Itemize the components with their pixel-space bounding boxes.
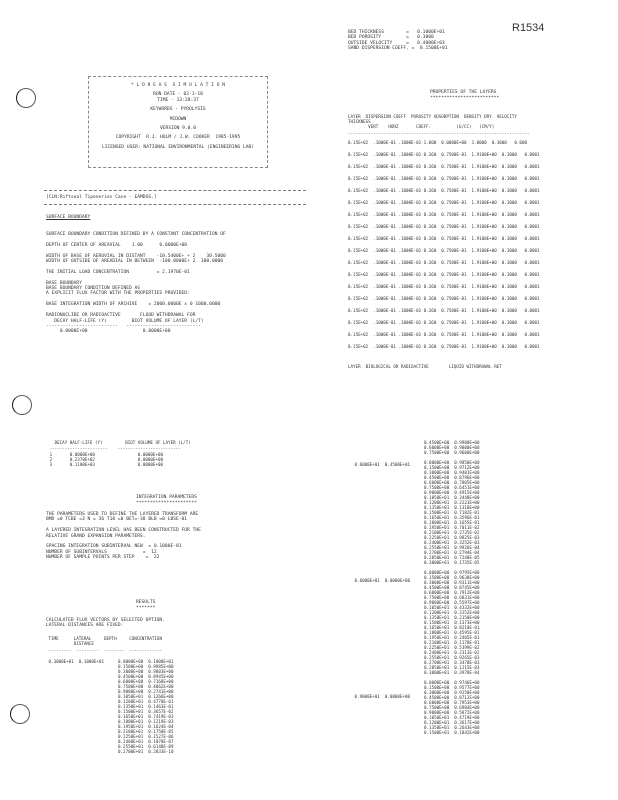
results-rule: --------- --------- -------- ------------- bbox=[46, 648, 162, 653]
section-heading: SURFACE BOUNDARY bbox=[46, 215, 91, 220]
integration-underline: ********************** bbox=[136, 501, 197, 506]
decay-table-body bbox=[42, 452, 163, 467]
concentration-column bbox=[424, 440, 479, 735]
layers-table-rule: ------------------------------------------------------------------------ bbox=[348, 131, 530, 136]
text-line: BASE INTEGRATION WIDTH OF ARCHIVE = 2000.0000E x 0 1000.0000 bbox=[46, 302, 221, 308]
text-line: THE PARAMETERS USED TO DEFINE THE LAYERED TRANSFORM ARE bbox=[46, 512, 199, 517]
text-line: BMD =0 TCBE =3 N = 36 T10 =0 BET=-38 BLB =0 LBSE-01 bbox=[46, 517, 188, 523]
table-row: 0.1350E+01 0.2643E+00 bbox=[424, 725, 480, 730]
table-row: 0.7500E+00 0.9600E+00 bbox=[424, 450, 480, 455]
model-name: MCDOWN bbox=[169, 116, 187, 122]
table-row: 0.1050E+01 0.4719E+00 bbox=[424, 715, 480, 720]
table-row: 0.1650E+01 0.8210E-01 bbox=[424, 625, 480, 630]
divider bbox=[44, 204, 306, 205]
table-row: 0.1500E+00 0.9577E+00 bbox=[424, 685, 480, 690]
table-row: 0.1950E+01 0.2405E-01 bbox=[424, 635, 480, 640]
results-header-2: DISTANCE bbox=[46, 641, 94, 646]
copyright: COPYRIGHT R.J. HOLM / J.W. COOKER 1985-1995 bbox=[115, 135, 241, 141]
layers-table-body bbox=[348, 140, 540, 356]
table-row: 0.6000E+00 0.7912E+00 bbox=[424, 590, 480, 595]
run-header: [CLN:Riftseal Tipeneries Case - EAMDOS.] bbox=[46, 195, 157, 200]
table-row: 0.1650E+01 0.7419E-03 bbox=[118, 714, 174, 719]
table-row: 0.1500E+00 0.9712E+00 bbox=[424, 465, 480, 470]
table-row: 0.15E+02 .1000E-01 .1000E-01 0.360 0.7500E-01 1.9100E+00 0.3000 0.0001 bbox=[348, 176, 540, 181]
table-row: 0.1050E+01 0.3448E+00 bbox=[424, 495, 480, 500]
table-row: 0.2400E+01 0.2313E-02 bbox=[424, 650, 480, 655]
table-row: 0.15E+02 .1000E-01 .1000E-01 0.360 0.7500E-01 1.9100E+00 0.3000 0.0001 bbox=[348, 272, 540, 277]
table-row: 0.2400E+01 0.1078E-07 bbox=[118, 739, 174, 744]
version: VERSION 9.0.0 bbox=[160, 126, 196, 132]
results-title: RESULTS bbox=[136, 600, 156, 605]
binder-hole-icon bbox=[16, 88, 36, 108]
table-row: 0.15E+02 .1000E-01 .1000E-01 0.360 0.7500E-01 1.9100E+00 0.3000 0.0001 bbox=[348, 284, 540, 289]
layers-table-title: PROPERTIES OF THE LAYERS bbox=[430, 90, 497, 95]
table-row: 0.1500E+01 0.7182E-01 bbox=[424, 510, 480, 515]
results-underline: ******* bbox=[136, 606, 156, 611]
text-line: 0.0000E+00 0.0000E+00 bbox=[46, 329, 171, 335]
results-first-time: 0.3000E+01 0.1000E+01 bbox=[46, 659, 104, 664]
table-row: 0.1200E+01 0.3617E+00 bbox=[424, 720, 480, 725]
block-time-1: 0.6000E+01 0.4500E+01 bbox=[352, 462, 410, 467]
integration-title: INTEGRATION PARAMETERS bbox=[136, 495, 197, 500]
table-row: 0.0000E+00 0.9746E+00 bbox=[424, 680, 480, 685]
license-line: LICENSED USER: NATIONAL ENVIRONMENTAL (ENGINEERING LAB) bbox=[101, 144, 255, 150]
table-row: 0.1350E+01 0.1318E+00 bbox=[424, 505, 480, 510]
run-date: RUN DATE - 02-1-18 bbox=[153, 92, 203, 98]
layers-table-footer: LAYER BIOLOGICAL OR RADIOACTIVE LIQUID WITHDRAWAL RET bbox=[348, 364, 502, 369]
table-row: 0.1050E+01 0.1266E+00 bbox=[118, 694, 174, 699]
table-row: 0.3000E+00 0.9803E+00 bbox=[118, 669, 174, 674]
table-row: 0.1350E+01 0.2150E+00 bbox=[424, 615, 480, 620]
table-row: 0.1500E+01 0.1842E+00 bbox=[424, 730, 480, 735]
table-row: 0.15E+02 .1000E-01 .1000E-01 0.360 0.7500E-01 1.9100E+00 0.3000 0.0001 bbox=[348, 248, 540, 253]
layers-table-underline: ************************* bbox=[430, 96, 500, 101]
table-row: 0.0000E+00 0.9795E+00 bbox=[424, 570, 480, 575]
layers-table-header: LAYER DISPERSION COEFF POROSITY ADSORPTION DENSITY DRY. VELOCITY bbox=[348, 114, 517, 119]
table-row: 0.1950E+01 0.1624E-04 bbox=[118, 724, 174, 729]
table-row: 0.2400E+01 0.3252E-03 bbox=[424, 540, 480, 545]
table-row: 0.4500E+00 0.8796E+00 bbox=[424, 475, 480, 480]
table-row: 0.2700E+01 0.2794E-04 bbox=[424, 550, 480, 555]
table-row: 0.3000E+01 0.3978E-04 bbox=[424, 670, 480, 675]
table-row: 0.4500E+00 0.8712E+00 bbox=[424, 695, 480, 700]
results-intro bbox=[46, 618, 165, 629]
results-header: TIME LATERAL DEPTH CONCENTRATION bbox=[46, 636, 162, 641]
results-body bbox=[118, 659, 173, 754]
parameter-line: BED THICKNESS = 0.1000E+01 bbox=[348, 30, 445, 35]
table-row: 0.4500E+00 0.9900E+00 bbox=[424, 440, 480, 445]
keywords: KEYWORDS - PYROLYSIS bbox=[150, 107, 206, 113]
table-row: 0.0000E+00 0.1000E+01 bbox=[118, 659, 174, 664]
text-line: WIDTH OF BASE OF AEROVIAL IN DISTANT -10.5400E+ + 2 30.5000 bbox=[46, 253, 226, 259]
table-row: 0.1200E+01 0.3152E+00 bbox=[424, 610, 480, 615]
table-row: 0.4500E+00 0.8945E+00 bbox=[118, 674, 174, 679]
binder-hole-icon bbox=[12, 395, 32, 415]
table-row: 0.15E+02 .1000E-01 .1000E-01 0.360 0.7500E-01 1.9100E+00 0.3000 0.0001 bbox=[348, 308, 540, 313]
table-row: 0.15E+02 .1000E-01 .1000E-01 0.360 0.7500E-01 1.9100E+00 0.3000 0.0001 bbox=[348, 332, 540, 337]
table-row: 0.1350E+01 0.1463E-01 bbox=[118, 704, 174, 709]
table-row: 0.1800E+01 0.1219E-03 bbox=[118, 719, 174, 724]
table-row: 0.2250E+01 0.9825E-03 bbox=[424, 535, 480, 540]
table-row: 2 0.2370E+02 0.0000E+00 bbox=[42, 457, 164, 462]
text-line: NUMBER OF SAMPLE POINTS PER STEP = 22 bbox=[46, 555, 160, 561]
table-row: 0.7500E+00 0.6984E+00 bbox=[424, 705, 480, 710]
layers-table-header-3: VERT HORZ COEFF. (G/CC) (CM/Y) bbox=[348, 124, 495, 129]
text-line: THE INITIAL LOAD CONCENTRATION = 2.1970E-01 bbox=[46, 269, 190, 275]
text-line: DECAY HALF-LIFE (Y) BIOT VOLUME OF LAYER (L/T) bbox=[46, 318, 204, 324]
page-reference: R1534 bbox=[512, 22, 545, 34]
run-time: TIME - 13:28:37 bbox=[157, 97, 199, 103]
table-row: 0.3000E+00 0.9311E+00 bbox=[424, 580, 480, 585]
text-line: A EXPLICIT FLUX FACTOR WITH THE PROPERTIES PROVIDED: bbox=[46, 291, 190, 297]
decay-table-rule: ----------------------- ------------------------- bbox=[42, 446, 181, 451]
table-row: 0.1800E+01 0.1655E-01 bbox=[424, 520, 480, 525]
text-line: LATERAL DISTANCES ARE FIXED. bbox=[46, 623, 124, 629]
table-row: 0.2850E+01 0.7248E-05 bbox=[424, 555, 480, 560]
table-row: 0.2250E+01 0.5399E-02 bbox=[424, 645, 480, 650]
table-row: 1 0.0000E+00 0.0000E+00 bbox=[42, 452, 164, 457]
text-line: SPACING INTEGRATION SUBINTERVAL NEW = 0.1000E-01 bbox=[46, 544, 182, 550]
bed-parameters bbox=[348, 30, 448, 52]
text-line: CALCULATED FLUX VECTORS BY SELECTED OPTION. bbox=[46, 618, 165, 623]
table-row: 0.6000E+00 0.7805E+00 bbox=[424, 480, 480, 485]
table-row: 0.9000E+00 0.2741E+00 bbox=[118, 689, 174, 694]
table-row: 0.6000E+00 0.9800E+00 bbox=[424, 445, 480, 450]
text-line: -------------------------- --------------------------- bbox=[46, 323, 201, 329]
program-banner bbox=[88, 76, 268, 168]
table-row: 0.2100E+01 0.2735E-02 bbox=[424, 530, 480, 535]
table-row: 0.2550E+01 0.9265E-03 bbox=[424, 655, 480, 660]
table-row: 0.1500E+00 0.9985E+00 bbox=[118, 664, 174, 669]
table-row: 0.2100E+01 0.1750E-05 bbox=[118, 729, 174, 734]
table-row: 0.15E+02 .1000E-01 .1000E-01 0.360 0.7500E-01 1.9100E+00 0.3000 0.0001 bbox=[348, 296, 540, 301]
divider bbox=[44, 190, 306, 191]
table-row: 0.3000E+00 0.9250E+00 bbox=[424, 690, 480, 695]
text-line: BASE BOUNDARY CONDITION DEFINED AS bbox=[46, 286, 141, 292]
table-row: 0.6000E+00 0.7953E+00 bbox=[424, 700, 480, 705]
table-row: 0.15E+02 .1000E-01 .1000E-01 0.360 0.7500E-01 1.9100E+00 0.3000 0.0001 bbox=[348, 236, 540, 241]
parameter-line: SAND DISPERSION COEFF. = 0.1500E+01 bbox=[348, 46, 448, 52]
decay-table-header: DECAY HALF-LIFE (Y) BIOT VOLUME OF LAYER (L/T) bbox=[42, 440, 191, 445]
table-row: 0.7500E+00 0.6831E+00 bbox=[424, 595, 480, 600]
table-row: 0.1200E+01 0.4770E-01 bbox=[118, 699, 174, 704]
table-row: 0.2250E+01 0.1527E-06 bbox=[118, 734, 174, 739]
surface-boundary-block bbox=[46, 232, 226, 335]
table-row: 0.2850E+01 0.1215E-03 bbox=[424, 665, 480, 670]
table-row: 3 0.1100E+03 0.0000E+00 bbox=[42, 462, 164, 467]
block-time-3: 0.9000E+01 0.0000E+00 bbox=[352, 694, 410, 699]
table-row: 0.15E+02 .1000E-01 .1000E-01 0.360 0.7500E-01 1.9100E+00 0.3000 0.0001 bbox=[348, 212, 540, 217]
table-row: 0.6000E+00 0.7168E+00 bbox=[118, 679, 174, 684]
table-row: 0.9000E+00 0.5597E+00 bbox=[424, 600, 480, 605]
text-line: SURFACE BOUNDARY CONDITION DEFINED BY A CONSTANT CONCENTRATION OF bbox=[46, 232, 226, 237]
table-row: 0.1500E+00 0.9638E+00 bbox=[424, 575, 480, 580]
layers-table-header-2: THICKNESS bbox=[348, 119, 371, 124]
text-line: DEPTH OF CENTER OF AREAVIAL 1.00 0.0000E+00 bbox=[46, 242, 188, 248]
table-row: 0.15E+02 .1000E-01 .1000E-01 1.000 0.0000E+00 3.0000 0.3000 0.000 bbox=[348, 140, 527, 145]
text-line: WIDTH OF OUTSIDE OF AREADIAL IN BETWEEN -100.0000E+ 2 100.0000 bbox=[46, 259, 224, 265]
text-line: NUMBER OF SUBINTERVALS = 12 bbox=[46, 549, 157, 555]
table-row: 0.15E+02 .1000E-01 .1000E-01 0.360 0.7500E-01 1.9100E+00 0.3000 0.0001 bbox=[348, 224, 540, 229]
table-row: 0.15E+02 .1000E-01 .1000E-01 0.360 0.7500E-01 1.9100E+00 0.3000 0.0001 bbox=[348, 200, 540, 205]
table-row: 0.15E+02 .1000E-01 .1000E-01 0.360 0.7500E-01 1.9100E+00 0.3000 0.0001 bbox=[348, 188, 540, 193]
table-row: 0.1650E+01 0.3596E-01 bbox=[424, 515, 480, 520]
integration-block bbox=[46, 512, 201, 561]
table-row: 0.15E+02 .1000E-01 .1000E-01 0.360 0.7500E-01 1.9100E+00 0.3000 0.0001 bbox=[348, 164, 540, 169]
table-row: 0.3000E+00 0.9401E+00 bbox=[424, 470, 480, 475]
table-row: 0.7500E+00 0.6451E+00 bbox=[424, 485, 480, 490]
table-row: 0.4500E+00 0.8745E+00 bbox=[424, 585, 480, 590]
text-line: RADIONUCLIDE OR RADIOACTIVE FLOOD WITHDRAWAL FOR bbox=[46, 313, 196, 319]
table-row: 0.3000E+01 0.1735E-05 bbox=[424, 560, 480, 565]
binder-hole-icon bbox=[10, 704, 30, 724]
text-line: A LAYERED INTEGRATION LEVEL HAS BEEN CONSTRUCTED FOR THE bbox=[46, 528, 201, 534]
table-row: 0.9000E+00 0.5872E+00 bbox=[424, 710, 480, 715]
table-row: 0.0000E+00 0.9850E+00 bbox=[424, 460, 480, 465]
table-row: 0.9000E+00 0.4915E+00 bbox=[424, 490, 480, 495]
table-row: 0.15E+02 .1000E-01 .1000E-01 0.360 0.7500E-01 1.9100E+00 0.3000 0.0001 bbox=[348, 320, 540, 325]
table-row: 0.15E+02 .1000E-01 .1000E-01 0.360 0.7500E-01 1.9100E+00 0.3000 0.0001 bbox=[348, 344, 540, 349]
table-row: 0.2100E+01 0.1178E-01 bbox=[424, 640, 480, 645]
table-row: 0.2550E+01 0.6148E-09 bbox=[118, 744, 174, 749]
table-row: 0.1800E+01 0.4595E-01 bbox=[424, 630, 480, 635]
table-row: 0.15E+02 .1000E-01 .1000E-01 0.360 0.7500E-01 1.9100E+00 0.3000 0.0001 bbox=[348, 260, 540, 265]
text-line: BASE BOUNDARY bbox=[46, 280, 82, 286]
table-row: 0.1500E+01 0.3657E-02 bbox=[118, 709, 174, 714]
table-row: 0.1950E+01 0.7011E-02 bbox=[424, 525, 480, 530]
table-row: 0.1050E+01 0.4332E+00 bbox=[424, 605, 480, 610]
table-row: 0.1200E+01 0.2223E+00 bbox=[424, 500, 480, 505]
table-row: 0.7500E+00 0.4862E+00 bbox=[118, 684, 174, 689]
block-time-2: 0.6000E+01 0.0000E+00 bbox=[352, 578, 410, 583]
text-line: RELATIVE GRAND EXPANSION PARAMETERS. bbox=[46, 533, 146, 539]
table-row: 0.2700E+01 0.2833E-10 bbox=[118, 749, 174, 754]
table-row: 0.2700E+01 0.3470E-03 bbox=[424, 660, 480, 665]
table-row: 0.15E+02 .1000E-01 .1000E-01 0.360 0.7500E-01 1.9100E+00 0.3000 0.0001 bbox=[348, 152, 540, 157]
banner-title: * L O R E A S S I M U L A T I O N bbox=[130, 83, 226, 88]
parameter-line: BED POROSITY = 0.3000 bbox=[348, 35, 434, 41]
table-row: 0.2550E+01 0.9926E-04 bbox=[424, 545, 480, 550]
parameter-line: OUTSIDE VELOCITY = 0.4000E+03 bbox=[348, 40, 445, 46]
table-row: 0.1500E+01 0.1373E+00 bbox=[424, 620, 480, 625]
